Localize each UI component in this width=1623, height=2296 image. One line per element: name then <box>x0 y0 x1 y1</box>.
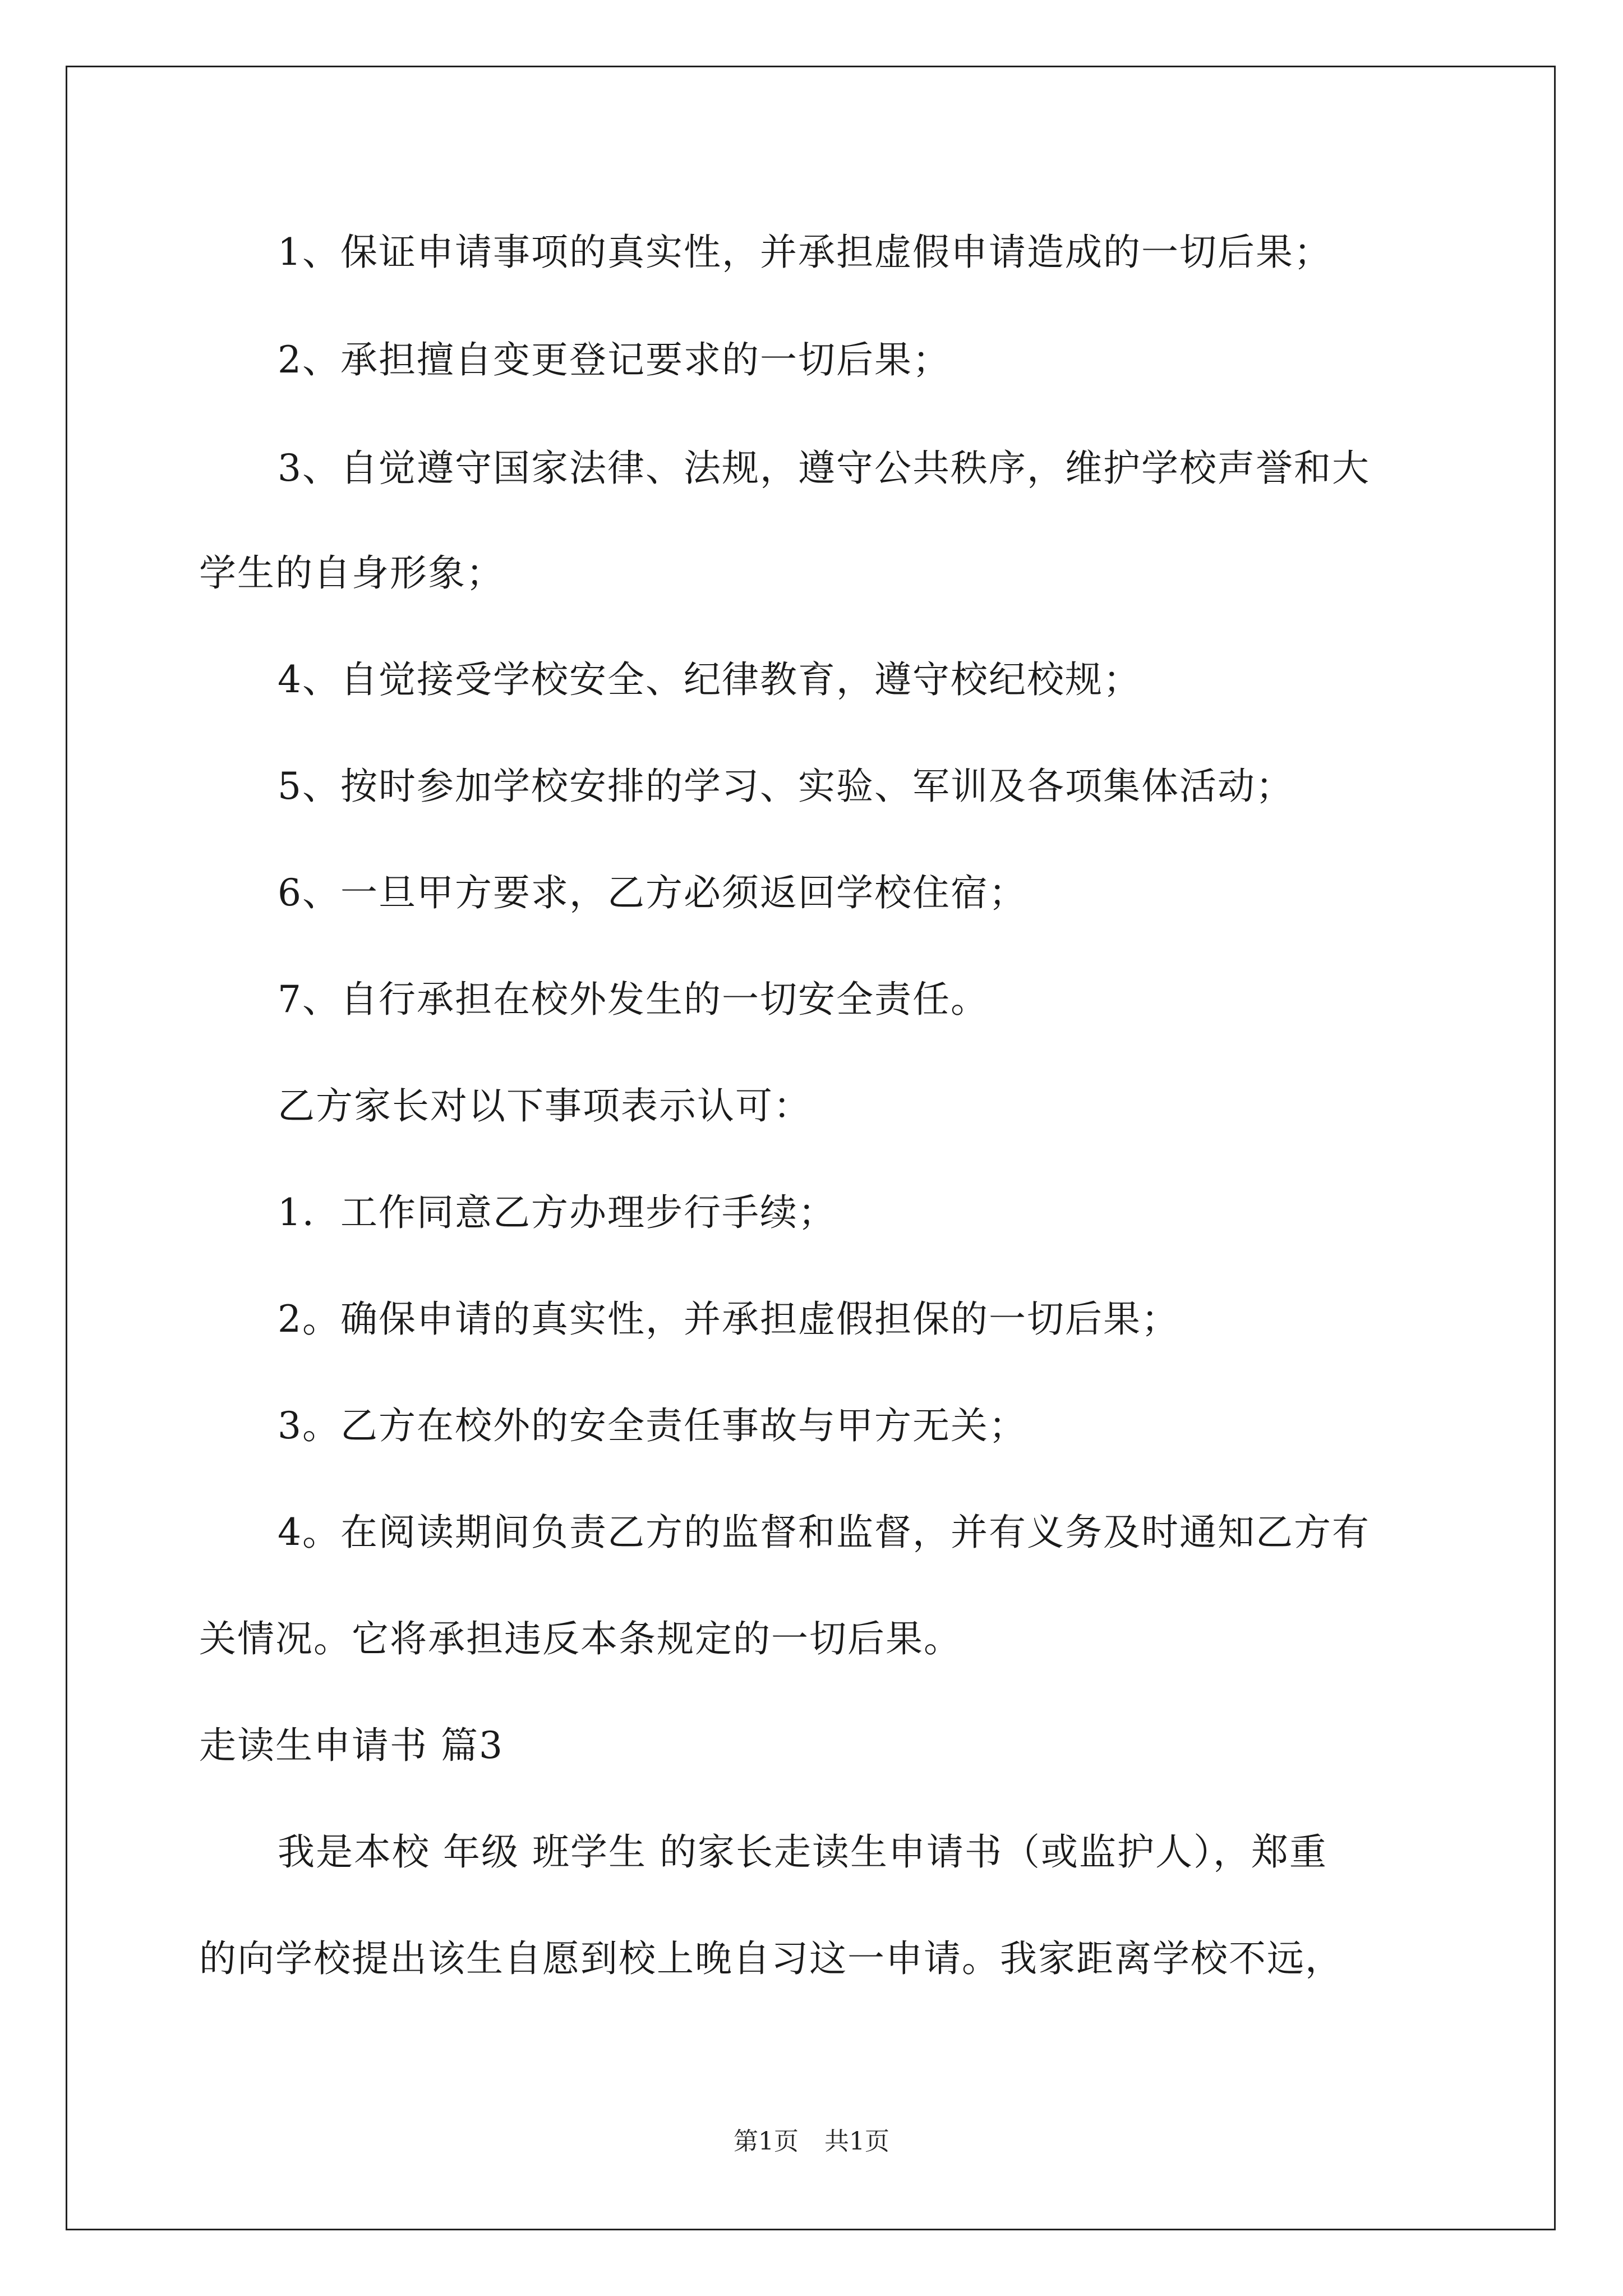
text-line: 1．工作同意乙方办理步行手续； <box>278 1191 836 1234</box>
text-line: 学生的自身形象； <box>199 551 504 595</box>
text-line: 5、按时参加学校安排的学习、实验、军训及各项集体活动； <box>278 765 1294 808</box>
text-line: 4。在阅读期间负责乙方的监督和监督，并有义务及时通知乙方有 <box>278 1511 1370 1554</box>
text-line: 2。确保申请的真实性，并承担虚假担保的一切后果； <box>278 1297 1179 1341</box>
text-line: 乙方家长对以下事项表示认可： <box>278 1084 811 1128</box>
text-line: 2、承担擅自变更登记要求的一切后果； <box>278 338 951 381</box>
text-line: 1、保证申请事项的真实性，并承担虚假申请造成的一切后果； <box>278 231 1332 274</box>
text-line: 7、自行承担在校外发生的一切安全责任。 <box>278 978 989 1021</box>
page-total: 共1页 <box>824 2127 889 2156</box>
page-footer <box>0 2126 1623 2157</box>
page-number: 第1页 <box>734 2127 799 2156</box>
text-line: 3。乙方在校外的安全责任事故与甲方无关； <box>278 1404 1027 1447</box>
text-line: 4、自觉接受学校安全、纪律教育，遵守校纪校规； <box>278 658 1141 701</box>
text-line: 我是本校 年级 班学生 的家长走读生申请书（或监护人），郑重 <box>278 1830 1327 1874</box>
text-line: 6、一旦甲方要求，乙方必须返回学校住宿； <box>278 871 1027 914</box>
text-line: 关情况。它将承担违反本条规定的一切后果。 <box>199 1617 962 1660</box>
text-line: 3、自觉遵守国家法律、法规，遵守公共秩序，维护学校声誉和大 <box>278 447 1370 490</box>
page-border <box>66 66 1556 2230</box>
text-line: 的向学校提出该生自愿到校上晚自习这一申请。我家距离学校不远， <box>199 1937 1343 1980</box>
section-heading: 走读生申请书 篇3 <box>199 1724 504 1767</box>
